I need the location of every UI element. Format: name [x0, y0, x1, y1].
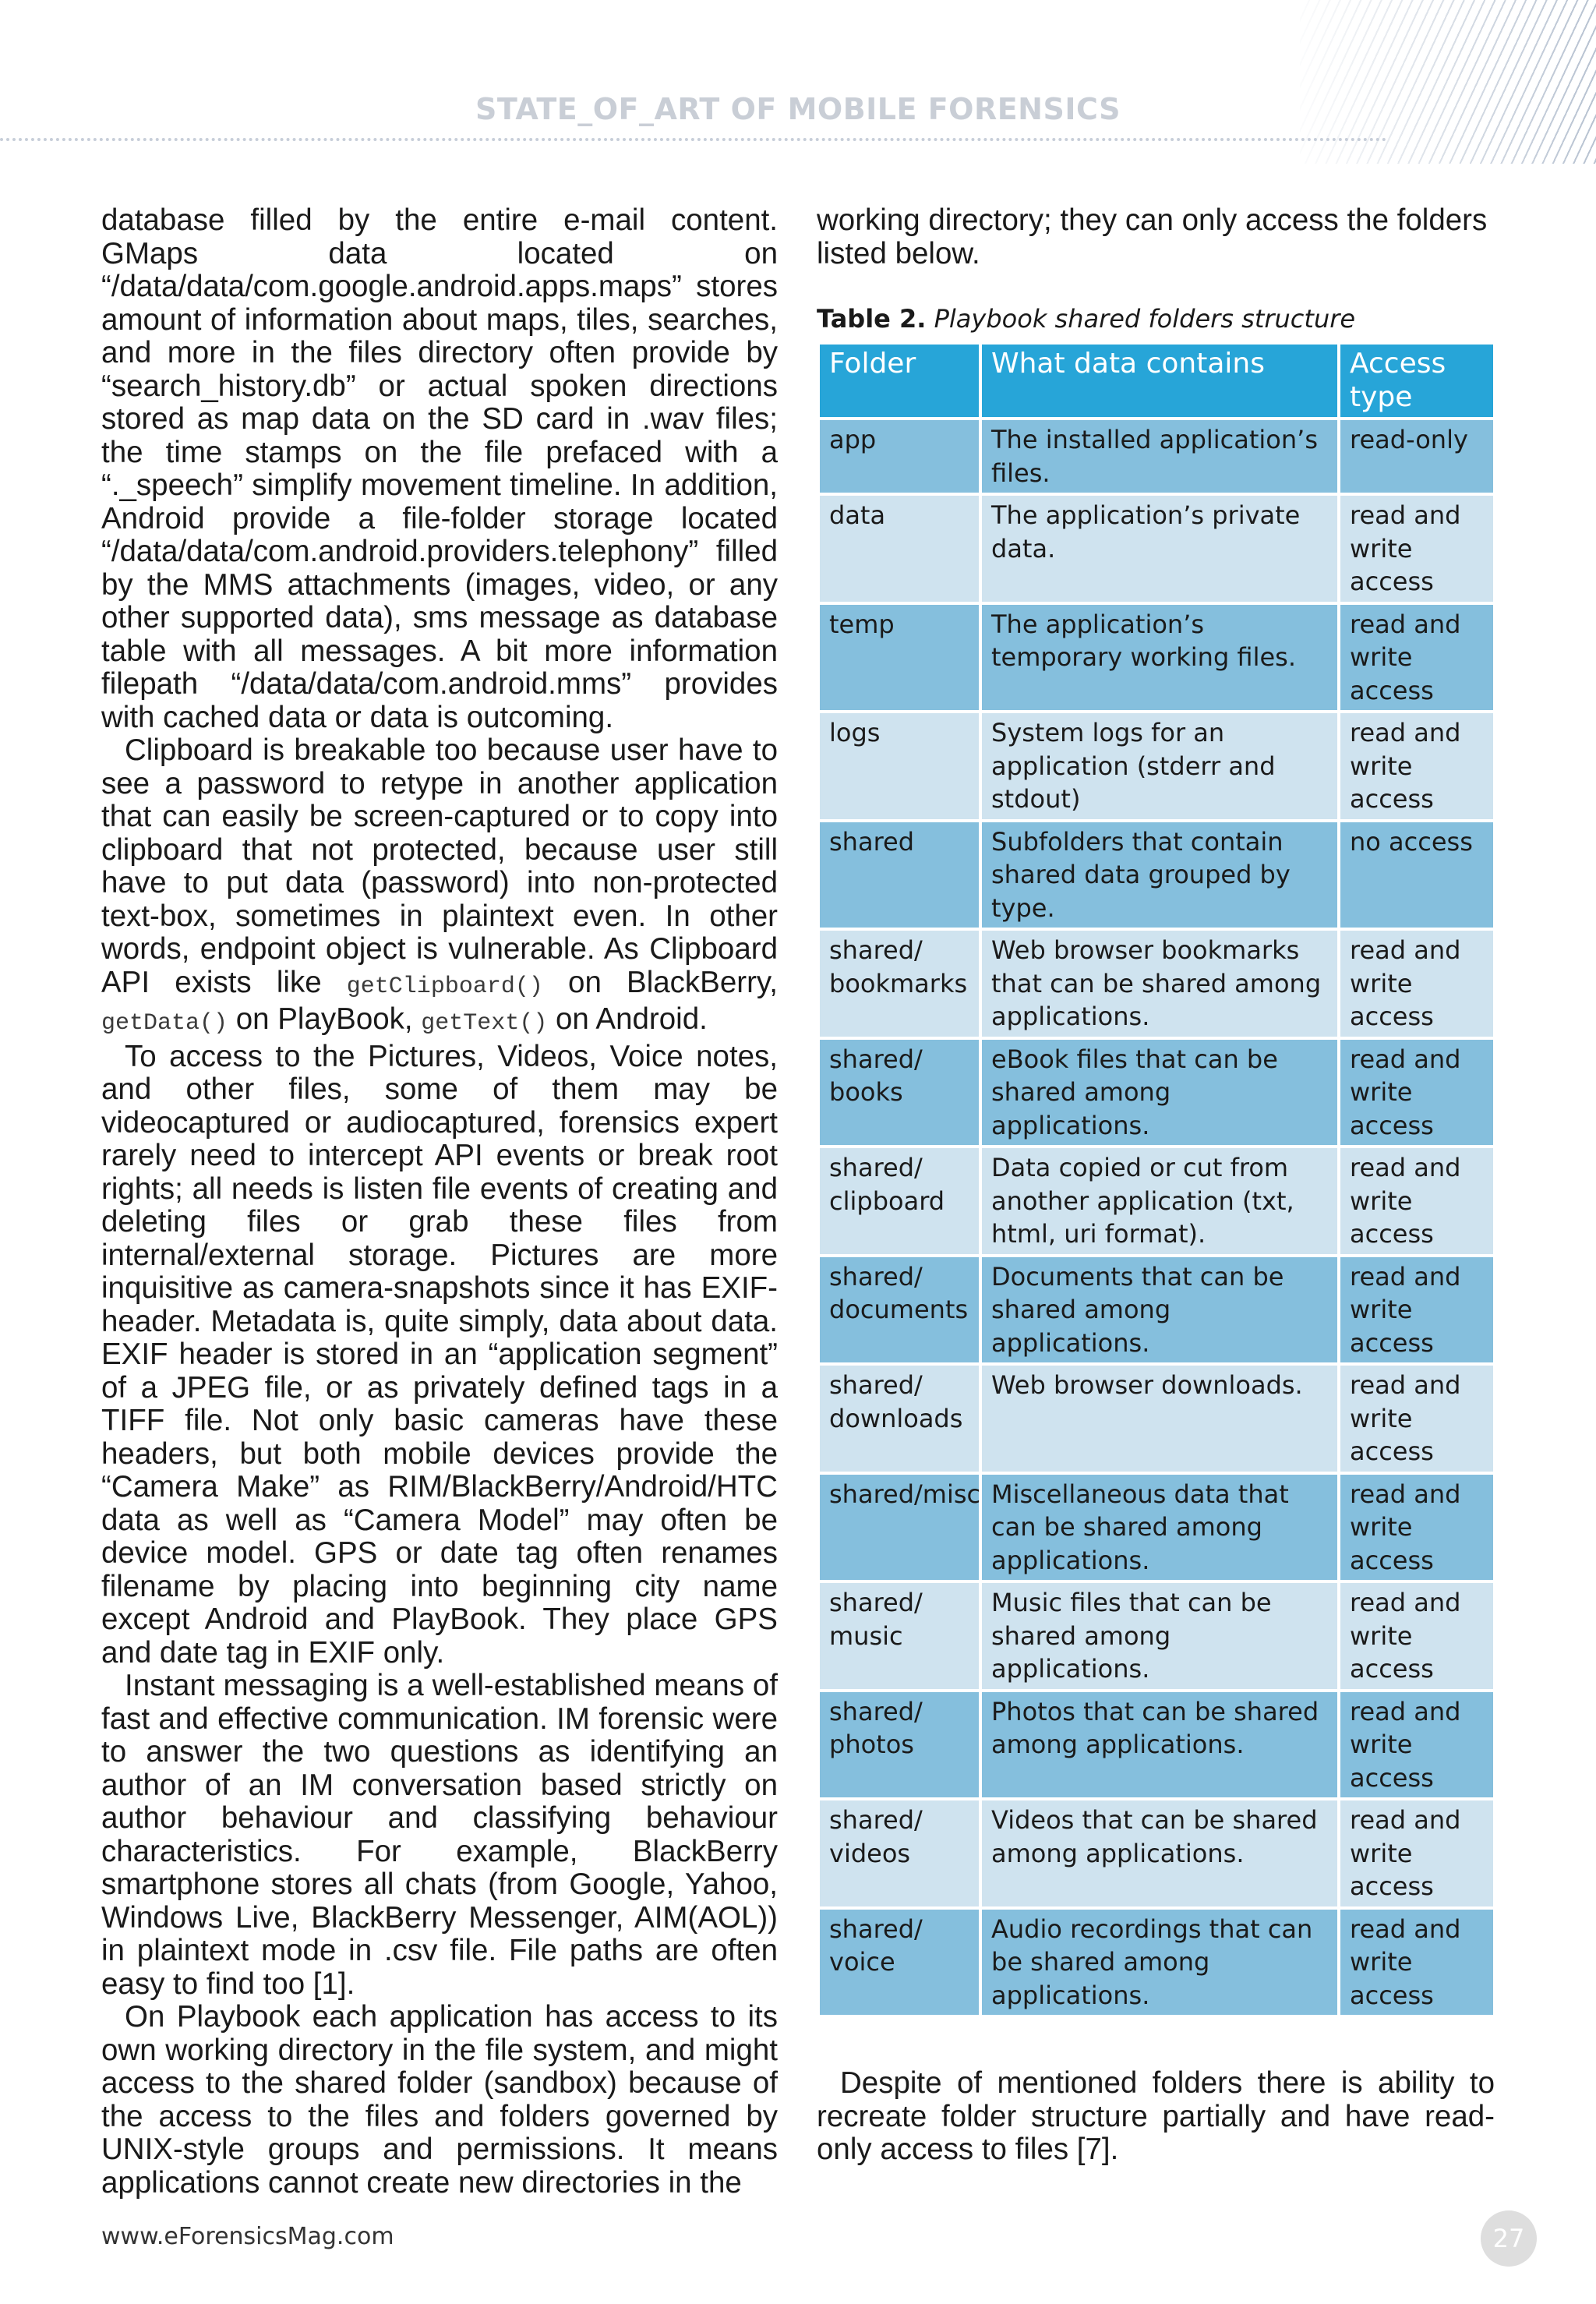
- folder-cell: temp: [818, 603, 980, 712]
- access-cell: read and write access: [1339, 603, 1495, 712]
- table-row: [818, 494, 1495, 603]
- folder-cell: shared: [818, 821, 980, 930]
- table-row: [818, 1799, 1495, 1908]
- access-cell: read and write access: [1339, 1691, 1495, 1800]
- paragraph-instant-messaging: Instant messaging is a well-established means of fast and effective communication. IM forensic were to answer the two questions as identifying an author of an IM conversation based strictly on author behaviour and classifying behaviour characteristics. For example, BlackBerry smartphone stores all chats (from Google, Yahoo, Windows Live, BlackBerry Messenger, AIM(AOL)) in plaintext mode in .csv file. File paths are often easy to find too [1].: [101, 1669, 778, 2001]
- table-row: [818, 929, 1495, 1038]
- right-text-column: [817, 204, 1495, 270]
- description-cell: eBook files that can be shared among applications.: [980, 1038, 1339, 1147]
- folder-cell: shared/ music: [818, 1581, 980, 1691]
- code-getdata: getData(): [101, 1010, 228, 1037]
- description-cell: The installed application’s files.: [980, 419, 1339, 494]
- table-row: [818, 1364, 1495, 1473]
- paragraph-playbook: On Playbook each application has access to its own working directory in the file system, and might access to the shared folder (sandbox) because of the access to the files and folders governed by UNIX-style groups and permissions. It means applications cannot create new directories in the: [101, 2000, 778, 2200]
- header-what-data-contains: What data contains: [980, 343, 1339, 419]
- description-cell: Videos that can be shared among applications.: [980, 1799, 1339, 1908]
- table-row: [818, 1038, 1495, 1147]
- page-number-badge: 27: [1481, 2210, 1537, 2267]
- table-row: [818, 1147, 1495, 1256]
- paragraph-working-directory: working directory; they can only access the folders listed below.: [817, 203, 1488, 270]
- description-cell: Documents that can be shared among applications.: [980, 1256, 1339, 1365]
- table-row: [818, 1256, 1495, 1365]
- folder-cell: logs: [818, 712, 980, 821]
- table-row: [818, 1908, 1495, 2017]
- description-cell: Music files that can be shared among applications.: [980, 1581, 1339, 1691]
- header-folder: Folder: [818, 343, 980, 419]
- shared-folders-table: [817, 341, 1496, 2018]
- description-cell: Subfolders that contain shared data grouped by type.: [980, 821, 1339, 930]
- folder-cell: shared/ videos: [818, 1799, 980, 1908]
- access-cell: read and write access: [1339, 1581, 1495, 1691]
- folder-cell: shared/ clipboard: [818, 1147, 980, 1256]
- table-caption: [817, 304, 1495, 334]
- paragraph-pictures: To access to the Pictures, Videos, Voice notes, and other files, some of them may be videocaptured or audiocaptured, forensics expert rarely need to intercept API events or break root rights; all needs is listen file events of creating and deleting files or grab these files from internal/external storage. Pictures are more inquisitive as camera-snapshots since it has EXIF-header. Metadata is, quite simply, data about data. EXIF header is stored in an “application segment” of a JPEG file, or as privately defined tags in a TIFF file. Not only basic cameras have these headers, but both mobile devices provide the “Camera Make” as RIM/BlackBerry/Android/HTC data as well as “Camera Model” may often be device model. GPS or date tag often renames filename by placing into beginning city name except Android and PlayBook. They place GPS and date tag in EXIF only.: [101, 1039, 778, 1670]
- table-caption-label: Table 2.: [817, 304, 927, 334]
- paragraph-gmaps: database filled by the entire e-mail content. GMaps data located on “/data/data/com.google.android.apps.maps” stores amount of information about maps, tiles, searches, and more in the files directory often provide by “search_history.db” or actual spoken directions stored as map data on the SD card in .wav files; the time stamps on the file prefaced with a “._speech” simplify movement timeline. In addition, Android provide a file-folder storage located “/data/data/com.android.providers.telephony” filled by the MMS attachments (images, video, or any other supported data), sms message as database table with all messages. A bit more information filepath “/data/data/com.android.mms” provides with cached data or data is outcoming.: [101, 203, 778, 734]
- paragraph-clipboard-text: Clipboard is breakable too because user have to see a password to retype in another application that can easily be screen-captured or to copy into clipboard that not protected, because user still have to put data (password) into non-protected text-box, sometimes in plaintext even. In other words, endpoint object is vulnerable. As Clipboard API exists like: [101, 733, 778, 999]
- table-row: [818, 1581, 1495, 1691]
- paragraph-despite: Despite of mentioned folders there is ability to recreate folder structure partially and have read-only access to files [7].: [817, 2066, 1495, 2166]
- left-text-column: [101, 204, 778, 2200]
- folder-cell: shared/misc: [818, 1473, 980, 1582]
- access-cell: read and write access: [1339, 1799, 1495, 1908]
- folder-cell: shared/ photos: [818, 1691, 980, 1800]
- access-cell: read and write access: [1339, 1147, 1495, 1256]
- access-cell: read and write access: [1339, 1256, 1495, 1365]
- code-getclipboard: getClipboard(): [346, 973, 543, 1000]
- paragraph-clipboard-text: on Android.: [547, 1002, 708, 1036]
- access-cell: read and write access: [1339, 1038, 1495, 1147]
- access-cell: no access: [1339, 821, 1495, 930]
- description-cell: Audio recordings that can be shared among applications.: [980, 1908, 1339, 2017]
- header-dotted-rule: [0, 138, 1387, 141]
- folder-cell: shared/ bookmarks: [818, 929, 980, 1038]
- table-row: [818, 1691, 1495, 1800]
- paragraph-clipboard-text: on PlayBook,: [228, 1002, 422, 1036]
- access-cell: read and write access: [1339, 1473, 1495, 1582]
- paragraph-clipboard-text: on BlackBerry,: [542, 965, 779, 999]
- description-cell: System logs for an application (stderr and stdout): [980, 712, 1339, 821]
- description-cell: The application’s private data.: [980, 494, 1339, 603]
- running-header-title: STATE_OF_ART OF MOBILE FORENSICS: [475, 92, 1121, 126]
- access-cell: read-only: [1339, 419, 1495, 494]
- access-cell: read and write access: [1339, 1364, 1495, 1473]
- access-cell: read and write access: [1339, 929, 1495, 1038]
- footer-url: www.eForensicsMag.com: [101, 2223, 394, 2250]
- code-gettext: getText(): [421, 1010, 548, 1037]
- closing-text: [817, 2067, 1495, 2167]
- table-caption-text: Playbook shared folders structure: [934, 304, 1356, 334]
- folder-cell: shared/ voice: [818, 1908, 980, 2017]
- table-row: [818, 419, 1495, 494]
- access-cell: read and write access: [1339, 712, 1495, 821]
- folder-cell: shared/ documents: [818, 1256, 980, 1365]
- table-row: [818, 1473, 1495, 1582]
- header-access-type: Access type: [1339, 343, 1495, 419]
- description-cell: The application’s temporary working files.: [980, 603, 1339, 712]
- table-row: [818, 821, 1495, 930]
- access-cell: read and write access: [1339, 1908, 1495, 2017]
- folder-cell: data: [818, 494, 980, 603]
- folder-cell: shared/ books: [818, 1038, 980, 1147]
- access-cell: read and write access: [1339, 494, 1495, 603]
- description-cell: Web browser downloads.: [980, 1364, 1339, 1473]
- table-row: [818, 712, 1495, 821]
- description-cell: Data copied or cut from another application (txt, html, uri format).: [980, 1147, 1339, 1256]
- table-row: [818, 603, 1495, 712]
- description-cell: Miscellaneous data that can be shared among applications.: [980, 1473, 1339, 1582]
- table-header-row: [818, 343, 1495, 419]
- paragraph-clipboard: [101, 734, 778, 1041]
- description-cell: Photos that can be shared among applications.: [980, 1691, 1339, 1800]
- folder-cell: app: [818, 419, 980, 494]
- description-cell: Web browser bookmarks that can be shared among applications.: [980, 929, 1339, 1038]
- folder-cell: shared/ downloads: [818, 1364, 980, 1473]
